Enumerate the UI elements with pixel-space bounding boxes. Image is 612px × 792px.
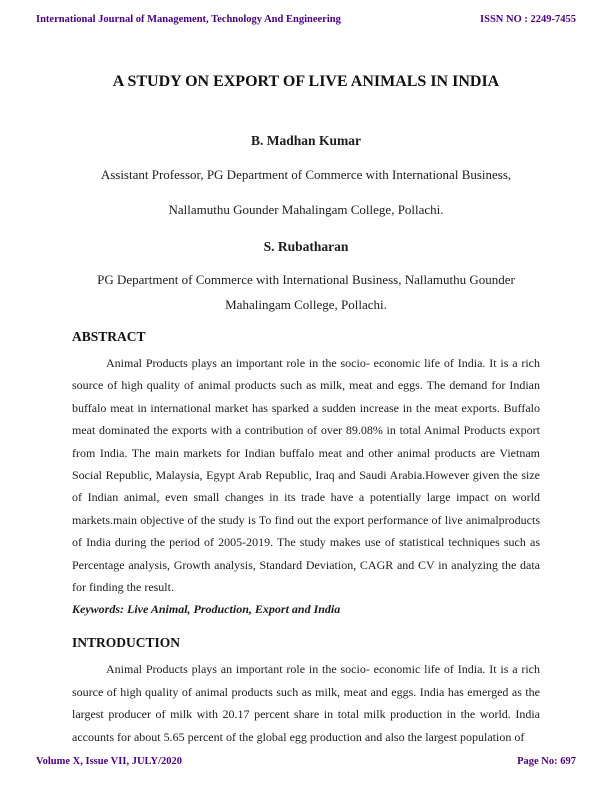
issn-number: ISSN NO : 2249-7455 [480,14,576,25]
journal-name: International Journal of Management, Technology And Engineering [36,14,341,25]
running-footer [36,756,576,767]
author-name-2: S. Rubatharan [263,239,349,254]
volume-issue: Volume X, Issue VII, JULY/2020 [36,756,183,767]
introduction-text: Animal Products plays an important role in the socio- economic life of India. It is a rich source of high quality of animal products such as milk, meat and eggs. India has emerged as the largest producer of milk with 20.17 percent share in total milk production in the world. India accounts for about 5.65 percent of the global egg production and also the largest population of [72,662,540,744]
author-2-affiliation-line-2: Mahalingam College, Pollachi. [225,297,387,312]
author-2-affiliation-line-1: PG Department of Commerce with International Business, Nallamuthu Gounder [97,272,515,287]
abstract-text: Animal Products plays an important role in the socio- economic life of India. It is a rich source of high quality of animal products such as milk, meat and eggs. The demand for Indian buffalo meat in international market has sparked a sudden increase in the meat exports. Buffalo meat dominated the exports with a contribution of over 89.08% in total Animal Products export from India. The main markets for Indian buffalo meat and other animal products are Vietnam Social Republic, Malaysia, Egypt Arab Republic, Iraq and Saudi Arabia.However given the size of Indian animal, even small changes in its trade have a potentially large impact on world markets.main objective of the study is To find out the export performance of live animalproducts of India during the period of 2005-2019. The study makes use of statistical techniques such as Percentage analysis, Growth analysis, Standard Deviation, CAGR and CV in analyzing the data for finding the result. [72,356,540,595]
page-number: Page No: 697 [517,756,576,767]
page-body [72,0,540,748]
author-name-1: B. Madhan Kumar [251,133,361,148]
author-1-affiliation-line-1: Assistant Professor, PG Department of Commerce with International Business, [100,167,512,182]
abstract-heading: ABSTRACT [72,329,146,344]
paper-title: A STUDY ON EXPORT OF LIVE ANIMALS IN INDIA [112,73,500,90]
introduction-heading: INTRODUCTION [72,635,181,651]
keywords-line: Keywords: Live Animal, Production, Export and India [72,602,341,617]
author-1-affiliation-line-2: Nallamuthu Gounder Mahalingam College, Pollachi. [168,202,444,217]
